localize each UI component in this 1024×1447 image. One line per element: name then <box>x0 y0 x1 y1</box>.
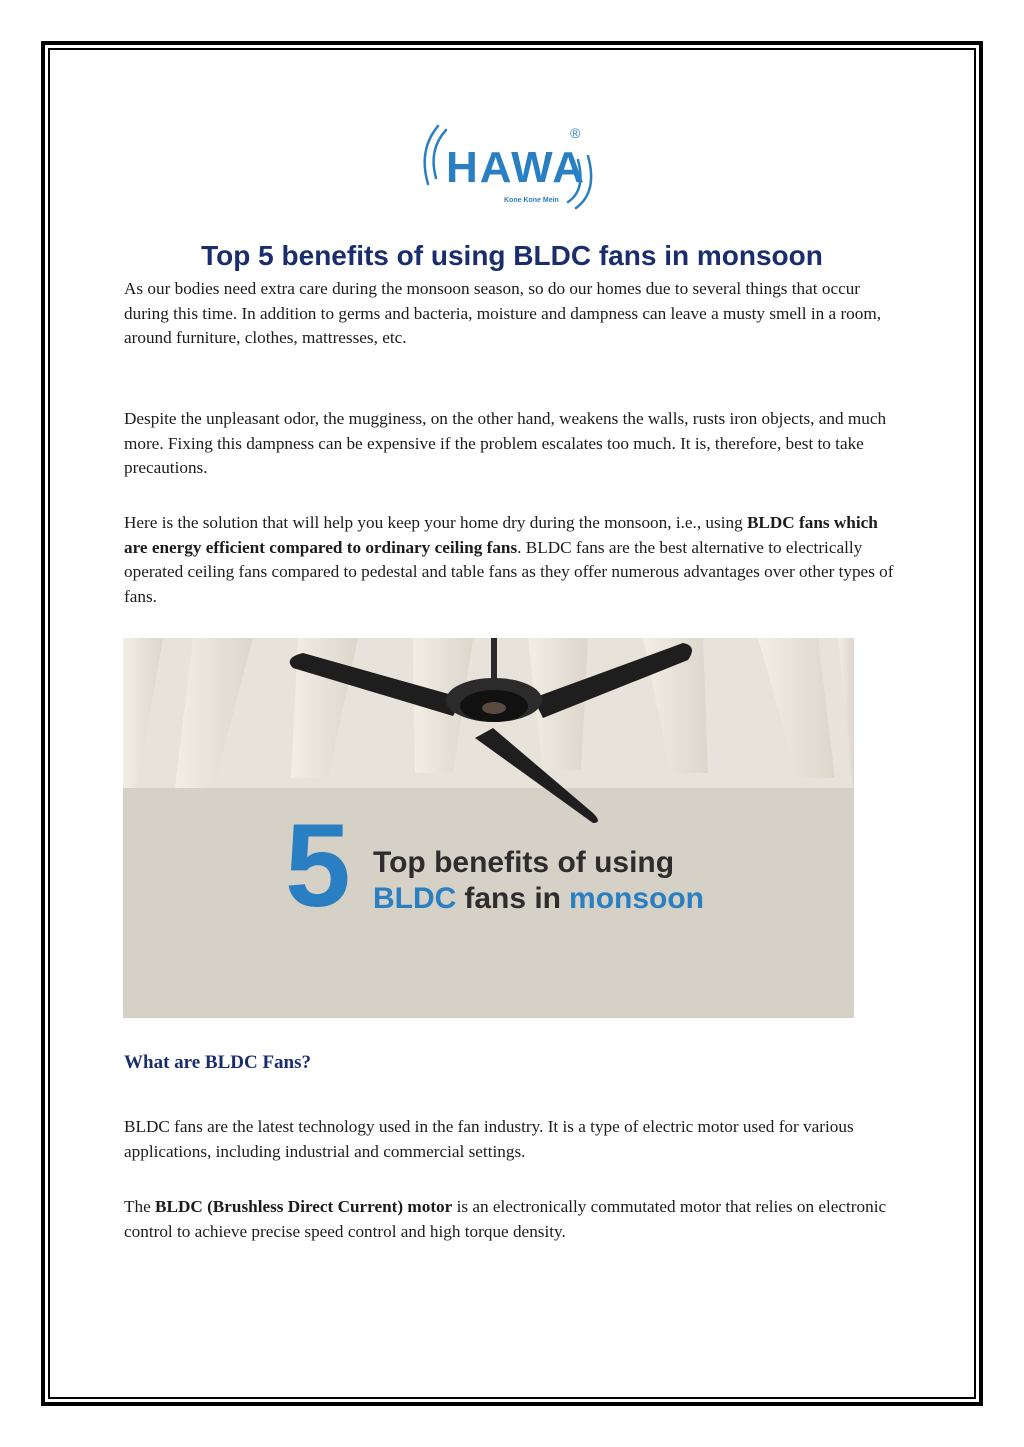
paragraph-bldc-motor-post: is an electronically commutated motor that relies on electronic control to achieve precise speed control and high torque density. <box>124 1197 887 1241</box>
hero-line2 <box>373 882 704 915</box>
paragraph-bldc-intro: BLDC fans are the latest technology used in the fan industry. It is a type of electric motor used for various applications, including industrial and commercial settings. <box>124 1117 854 1161</box>
registered-mark: ® <box>570 125 581 141</box>
paragraph-solution-text: Here is the solution that will help you keep your home dry during the monsoon, i.e., using <box>124 513 747 532</box>
hero-number: 5 <box>285 800 351 932</box>
paragraph-solution-text-end: . BLDC fans are the best alternative to electrically operated ceiling fans compared to pedestal and table fans as they offer numerous advantages over other types of fans. <box>124 537 894 606</box>
bldc-efficient-link-text: BLDC fans which are energy efficient compared to ordinary ceiling fans <box>124 513 878 557</box>
paragraph-solution <box>124 511 904 609</box>
hero-line1: Top benefits of using <box>373 846 675 879</box>
hawa-logo <box>418 120 608 210</box>
hero-monsoon: monsoon <box>569 882 705 915</box>
article-title: Top 5 benefits of using BLDC fans in monsoon <box>201 240 823 271</box>
paragraph-intro: As our bodies need extra care during the monsoon season, so do our homes due to several things that occur during this time. In addition to germs and bacteria, moisture and dampness can leave a musty smell in a room, around furniture, clothes, mattresses, etc. <box>124 279 882 347</box>
bldc-motor-bold: BLDC (Brushless Direct Current) motor <box>155 1197 453 1216</box>
hero-fans-in: fans in <box>464 882 562 915</box>
paragraph-bldc-motor <box>124 1195 904 1244</box>
paragraph-dampness: Despite the unpleasant odor, the mugginess, on the other hand, weakens the walls, rusts iron objects, and much more. Fixing this dampness can be expensive if the problem escalates too much. It is, therefore, best to take precautions. <box>124 409 887 477</box>
logo-tagline: Kone Kone Mein <box>504 197 559 204</box>
hero-image <box>123 638 854 1018</box>
section-heading-what-are-bldc: What are BLDC Fans? <box>124 1052 312 1073</box>
paragraph-bldc-motor-pre: The <box>124 1197 156 1216</box>
hero-bldc: BLDC <box>373 882 457 915</box>
logo-wordmark: HAWA <box>446 143 586 192</box>
